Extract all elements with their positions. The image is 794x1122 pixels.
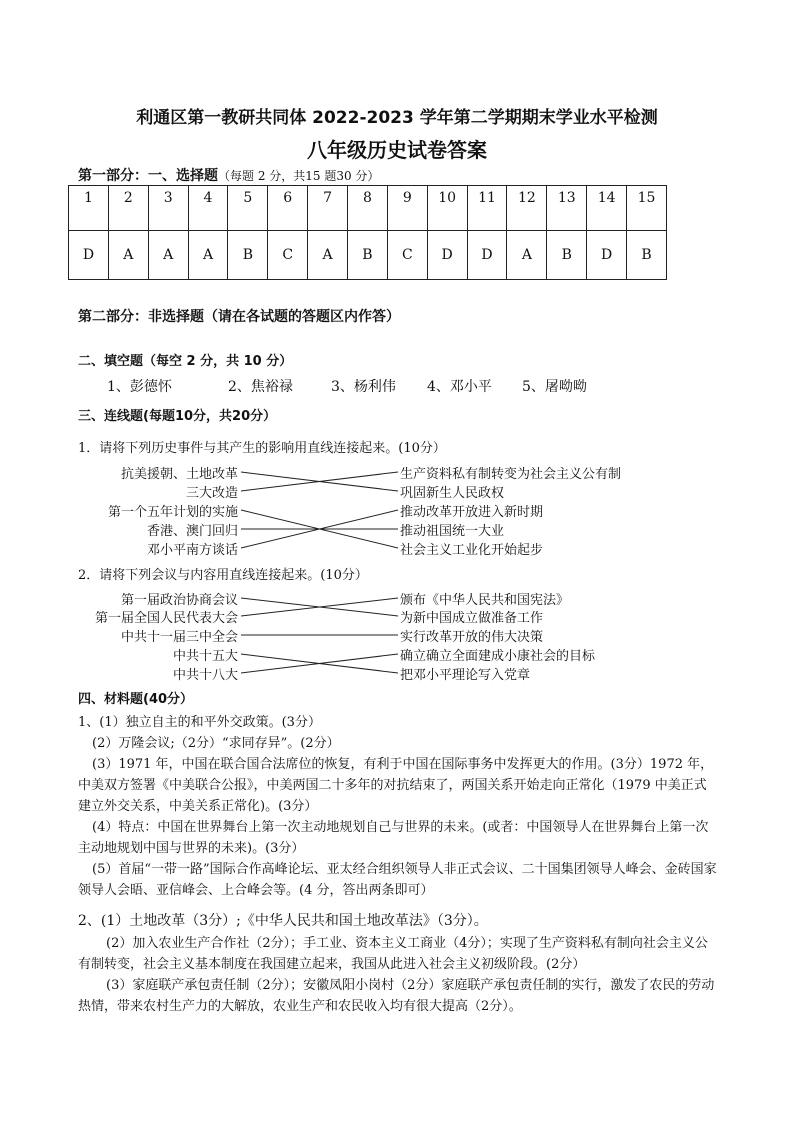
answer-cell: D (587, 231, 627, 280)
q1-right-item: 巩固新生人民政权 (400, 486, 505, 501)
q2-left-item: 第一届政治协商会议 (120, 593, 238, 608)
answer-cell: A (507, 231, 547, 280)
answer-key-title: 八年级历史试卷答案 (307, 138, 487, 162)
question-number: 8 (348, 186, 388, 231)
q2-left-item: 中共十五大 (172, 649, 238, 664)
question-number: 11 (467, 186, 507, 231)
answer-cell: B (348, 231, 388, 280)
part1-heading-note: （每题 2 分，共15 题30 分） (218, 169, 380, 183)
answer-cell: D (69, 231, 109, 280)
material-q1-part2: (2）万隆会议;（2分）“求同存异”。(2分） (92, 736, 340, 751)
answer-cell: A (308, 231, 348, 280)
q1-right-item: 社会主义工业化开始起步 (400, 543, 544, 558)
answer-cell: A (108, 231, 148, 280)
q2-right-item: 确立确立全面建成小康社会的目标 (400, 649, 596, 664)
q2-left-item: 第一届全国人民代表大会 (94, 611, 238, 626)
answer-cell: C (268, 231, 308, 280)
material-q2-part2: (2）加入农业生产合作社（2分）；手工业、资本主义工商业（4分）；实现了生产资料私有制向社会主义公有制转变，社会主义基本制度在我国建立起来，我国从此进入社会主义初级阶段。(2分） (78, 936, 708, 972)
answer-cell: B (228, 231, 268, 280)
q1-right-item: 生产资料私有制转变为社会主义公有制 (400, 467, 622, 482)
answer-cell: C (387, 231, 427, 280)
part2-heading: 第二部分：非选择题（请在各试题的答题区内作答） (78, 309, 400, 325)
question-number: 6 (268, 186, 308, 231)
matching-q2-prompt: 2．请将下列会议与内容用直线连接起来。(10分） (78, 568, 368, 583)
answer-cell: A (188, 231, 228, 280)
answer-cell: A (148, 231, 188, 280)
part1-heading-label: 第一部分：一、选择题 (78, 168, 218, 184)
q1-left-item: 香港、澳门回归 (146, 524, 238, 539)
material-q2-part1: 2、(1）土地改革（3分）;《中华人民共和国土地改革法》（3分）。 (78, 913, 488, 929)
fill-answer: 1、彭德怀 (107, 379, 172, 395)
question-number: 1 (69, 186, 109, 231)
material-q1-part3: (3）1971 年，中国在联合国合法席位的恢复，有利于中国在国际事务中发挥更大的作用。(3分）1972 年，中美双方签署《中美联合公报》，中美两国二十多年的对抗结束了，两国关系开始走向正常化（1979 中美正式建立外交关系，中美关系正常化)。(3分） (78, 757, 714, 814)
question-number: 14 (587, 186, 627, 231)
material-heading: 四、材料题(40分） (78, 692, 194, 707)
question-number: 10 (427, 186, 467, 231)
question-number: 7 (308, 186, 348, 231)
q2-right-item: 实行改革开放的伟大决策 (400, 630, 544, 645)
question-number: 15 (627, 186, 667, 231)
fill-answer: 2、焦裕禄 (228, 379, 293, 395)
fill-answer: 5、屠呦呦 (522, 379, 587, 395)
q2-right-item: 为新中国成立做准备工作 (400, 611, 544, 626)
question-number: 2 (108, 186, 148, 231)
answer-cell: B (547, 231, 587, 280)
question-number: 4 (188, 186, 228, 231)
q2-left-item: 中共十八大 (172, 668, 238, 683)
fill-heading: 二、填空题（每空 2 分，共 10 分） (78, 354, 293, 369)
q1-left-item: 第一个五年计划的实施 (107, 505, 238, 520)
q1-left-item: 抗美援朝、土地改革 (120, 467, 238, 482)
q2-right-item: 把邓小平理论写入党章 (400, 668, 531, 683)
fill-answer: 4、邓小平 (427, 379, 492, 395)
matching-heading: 三、连线题(每题10分，共20分） (78, 409, 277, 424)
question-number: 12 (507, 186, 547, 231)
exam-title: 利通区第一教研共同体 2022-2023 学年第二学期期末学业水平检测 (136, 108, 658, 128)
q1-left-item: 三大改造 (185, 486, 238, 501)
question-number: 5 (228, 186, 268, 231)
material-q2-part3: (3）家庭联产承包责任制（2分）；安徽凤阳小岗村（2分）家庭联产承包责任制的实行，激发了农民的劳动热情，带来农村生产力的大解放，农业生产和农民收入均有很大提高（2分）。 (78, 978, 715, 1014)
q1-left-item: 邓小平南方谈话 (146, 543, 238, 558)
matching-q1-prompt: 1．请将下列历史事件与其产生的影响用直线连接起来。(10分） (78, 441, 446, 456)
question-number: 13 (547, 186, 587, 231)
material-q1-part4: (4）特点：中国在世界舞台上第一次主动地规划自己与世界的未来。(或者：中国领导人在世界舞台上第一次主动地规划中国与世界的未来)。(3分） (78, 820, 709, 856)
question-number: 9 (387, 186, 427, 231)
answer-cell: D (427, 231, 467, 280)
q1-right-item: 推动祖国统一大业 (400, 524, 505, 539)
material-q1-part1: 1、(1）独立自主的和平外交政策。(3分） (78, 715, 321, 730)
q2-right-item: 颁布《中华人民共和国宪法》 (400, 593, 570, 608)
fill-answer: 3、杨利伟 (331, 379, 396, 395)
answer-cell: D (467, 231, 507, 280)
q2-left-item: 中共十一届三中全会 (120, 630, 238, 645)
answer-cell: B (627, 231, 667, 280)
material-q1-part5: (5）首届“一带一路”国际合作高峰论坛、亚太经合组织领导人非正式会议、二十国集团领导人峰会、金砖国家领导人会晤、亚信峰会、上合峰会等。(4 分，答出两条即可） (78, 862, 717, 898)
q1-right-item: 推动改革开放进入新时期 (400, 505, 544, 520)
question-number: 3 (148, 186, 188, 231)
